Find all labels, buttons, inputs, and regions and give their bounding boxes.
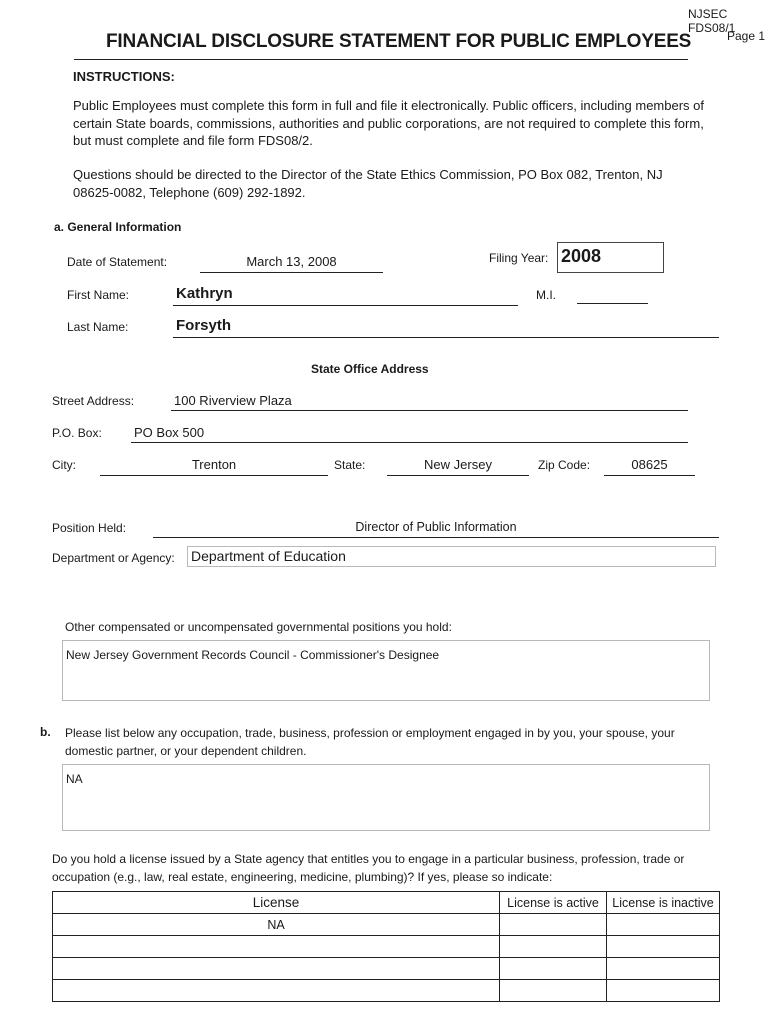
other-positions-field[interactable]: New Jersey Government Records Council - Commissioner's Designee bbox=[62, 640, 710, 701]
license-question bbox=[52, 851, 684, 886]
street-field[interactable]: 100 Riverview Plaza bbox=[174, 393, 292, 408]
form-id: NJSEC FDS08/1 bbox=[688, 7, 736, 35]
last-name-field[interactable]: Forsyth bbox=[176, 317, 232, 334]
instructions-p1-line: certain State boards, commissions, authorities and public corporations, are not required to complete this form, bbox=[73, 115, 704, 131]
last-name-label: Last Name: bbox=[67, 320, 129, 334]
title-underline bbox=[74, 59, 688, 60]
instructions-paragraph-1 bbox=[73, 97, 704, 150]
first-name-field[interactable]: Kathryn bbox=[176, 285, 233, 302]
zip-underline bbox=[604, 475, 695, 476]
zip-label: Zip Code: bbox=[538, 458, 591, 472]
instructions-p2-line: 08625-0082, Telephone (609) 292-1892. bbox=[73, 184, 306, 200]
inactive-cell[interactable] bbox=[607, 980, 720, 1002]
license-question-line: Do you hold a license issued by a State agency that entitles you to engage in a particular business, profession, trade or bbox=[52, 852, 685, 866]
address-heading: State Office Address bbox=[311, 362, 429, 376]
section-a-heading: a. General Information bbox=[54, 220, 182, 234]
po-box-field[interactable]: PO Box 500 bbox=[134, 425, 205, 440]
license-cell[interactable] bbox=[53, 936, 500, 958]
position-field[interactable]: Director of Public Information bbox=[355, 520, 517, 534]
active-cell[interactable] bbox=[500, 936, 607, 958]
section-b-marker: b. bbox=[40, 725, 51, 739]
column-header-license: License bbox=[53, 892, 500, 914]
instructions-p1-line: Public Employees must complete this form in full and file it electronically. Public officers, including members of bbox=[73, 98, 705, 113]
section-b-question-line: Please list below any occupation, trade, business, profession or employment engaged in by you, your spouse, your bbox=[65, 726, 675, 740]
page-title: FINANCIAL DISCLOSURE STATEMENT FOR PUBLIC EMPLOYEES bbox=[106, 31, 692, 52]
po-box-label: P.O. Box: bbox=[52, 426, 102, 440]
state-field[interactable]: New Jersey bbox=[424, 457, 492, 472]
license-cell[interactable] bbox=[53, 958, 500, 980]
city-label: City: bbox=[52, 458, 76, 472]
position-underline bbox=[153, 537, 719, 538]
street-label: Street Address: bbox=[52, 394, 135, 408]
table-row bbox=[53, 914, 720, 936]
inactive-cell[interactable] bbox=[607, 936, 720, 958]
instructions-paragraph-2 bbox=[73, 166, 663, 201]
license-cell[interactable]: NA bbox=[53, 914, 500, 936]
state-underline bbox=[387, 475, 529, 476]
table-row bbox=[53, 958, 720, 980]
state-label: State: bbox=[334, 458, 366, 472]
instructions-p1-line: but must complete and file form FDS08/2. bbox=[73, 133, 313, 148]
first-name-underline bbox=[173, 305, 518, 306]
last-name-underline bbox=[173, 337, 719, 338]
first-name-label: First Name: bbox=[67, 288, 130, 302]
active-cell[interactable] bbox=[500, 958, 607, 980]
instructions-heading: INSTRUCTIONS: bbox=[73, 69, 175, 84]
active-cell[interactable] bbox=[500, 914, 607, 936]
date-label: Date of Statement: bbox=[67, 255, 168, 269]
city-underline bbox=[100, 475, 328, 476]
inactive-cell[interactable] bbox=[607, 914, 720, 936]
department-field[interactable]: Department of Education bbox=[187, 546, 716, 567]
position-label: Position Held: bbox=[52, 521, 127, 535]
street-underline bbox=[171, 410, 688, 411]
city-field[interactable]: Trenton bbox=[191, 457, 237, 472]
table-row bbox=[53, 936, 720, 958]
section-b-question bbox=[65, 725, 675, 760]
license-table bbox=[52, 891, 720, 1002]
filing-year-label: Filing Year: bbox=[489, 251, 549, 265]
page-number: Page 1 bbox=[727, 29, 766, 43]
column-header-inactive: License is inactive bbox=[607, 892, 720, 914]
occupation-field[interactable]: NA bbox=[62, 764, 710, 831]
zip-field[interactable]: 08625 bbox=[631, 457, 668, 472]
column-header-active: License is active bbox=[500, 892, 607, 914]
license-cell[interactable] bbox=[53, 980, 500, 1002]
date-field[interactable]: March 13, 2008 bbox=[246, 254, 337, 269]
inactive-cell[interactable] bbox=[607, 958, 720, 980]
table-row bbox=[53, 980, 720, 1002]
mi-label: M.I. bbox=[536, 288, 556, 302]
filing-year-field[interactable]: 2008 bbox=[557, 242, 664, 273]
active-cell[interactable] bbox=[500, 980, 607, 1002]
po-box-underline bbox=[131, 442, 688, 443]
date-underline bbox=[200, 272, 383, 273]
instructions-p2-line: Questions should be directed to the Director of the State Ethics Commission, PO Box 082, Trenton, NJ bbox=[73, 167, 663, 182]
mi-underline bbox=[577, 303, 648, 304]
other-positions-label: Other compensated or uncompensated governmental positions you hold: bbox=[65, 620, 452, 634]
license-table-header bbox=[53, 892, 720, 914]
section-b-question-line: domestic partner, or your dependent children. bbox=[65, 743, 307, 758]
license-question-line: occupation (e.g., law, real estate, engineering, medicine, plumbing)? If yes, please so indicate: bbox=[52, 869, 553, 884]
department-label: Department or Agency: bbox=[52, 551, 175, 565]
